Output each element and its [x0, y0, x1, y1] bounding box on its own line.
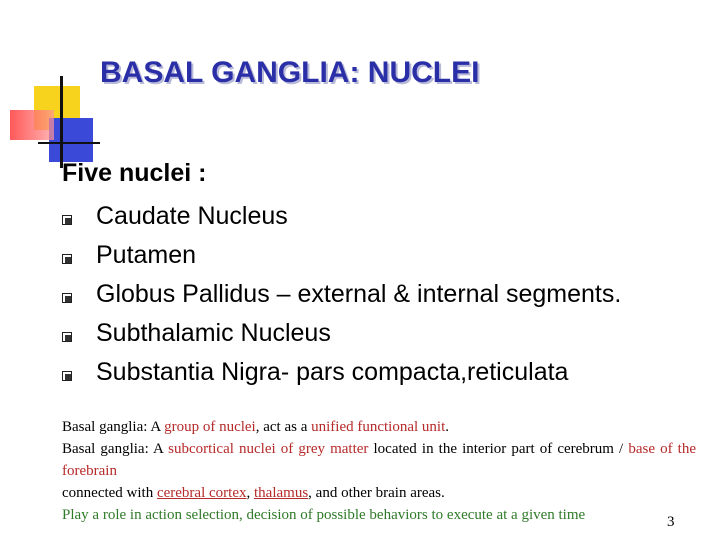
checkbox-bullet-icon [62, 293, 72, 303]
note-line-3: connected with cerebral cortex, thalamus, and other brain areas. [62, 485, 445, 501]
note-line-2: Basal ganglia: A subcortical nuclei of grey matter located in the interior part of cerebrum / base of the forebrain [62, 441, 696, 479]
checkbox-bullet-icon [62, 371, 72, 381]
list-item-label: Caudate Nucleus [96, 202, 288, 230]
list-heading: Five nuclei : [62, 159, 207, 187]
list-item-label: Subthalamic Nucleus [96, 319, 331, 347]
list-item [62, 276, 621, 315]
notes-block [62, 416, 696, 526]
decor-horizontal-line [38, 142, 100, 144]
decor-red-square [10, 110, 54, 140]
note-line-4: Play a role in action selection, decision of possible behaviors to execute at a given time [62, 507, 586, 523]
list-item-label: Putamen [96, 241, 197, 269]
list-item [62, 315, 621, 354]
list-item [62, 198, 621, 237]
nuclei-list [62, 198, 621, 393]
list-item [62, 354, 621, 393]
decor-blue-square [49, 118, 93, 162]
list-item-label: Substantia Nigra- pars compacta,reticulata [96, 358, 569, 386]
checkbox-bullet-icon [62, 332, 72, 342]
page-number: 3 [667, 514, 675, 530]
list-item [62, 237, 621, 276]
checkbox-bullet-icon [62, 254, 72, 264]
decor-vertical-line [60, 76, 63, 168]
checkbox-bullet-icon [62, 215, 72, 225]
slide-title: BASAL GANGLIA: NUCLEI [100, 56, 480, 89]
list-item-label: Globus Pallidus – external & internal segments. [96, 280, 622, 308]
note-line-1: Basal ganglia: A group of nuclei, act as a unified functional unit. [62, 419, 449, 435]
